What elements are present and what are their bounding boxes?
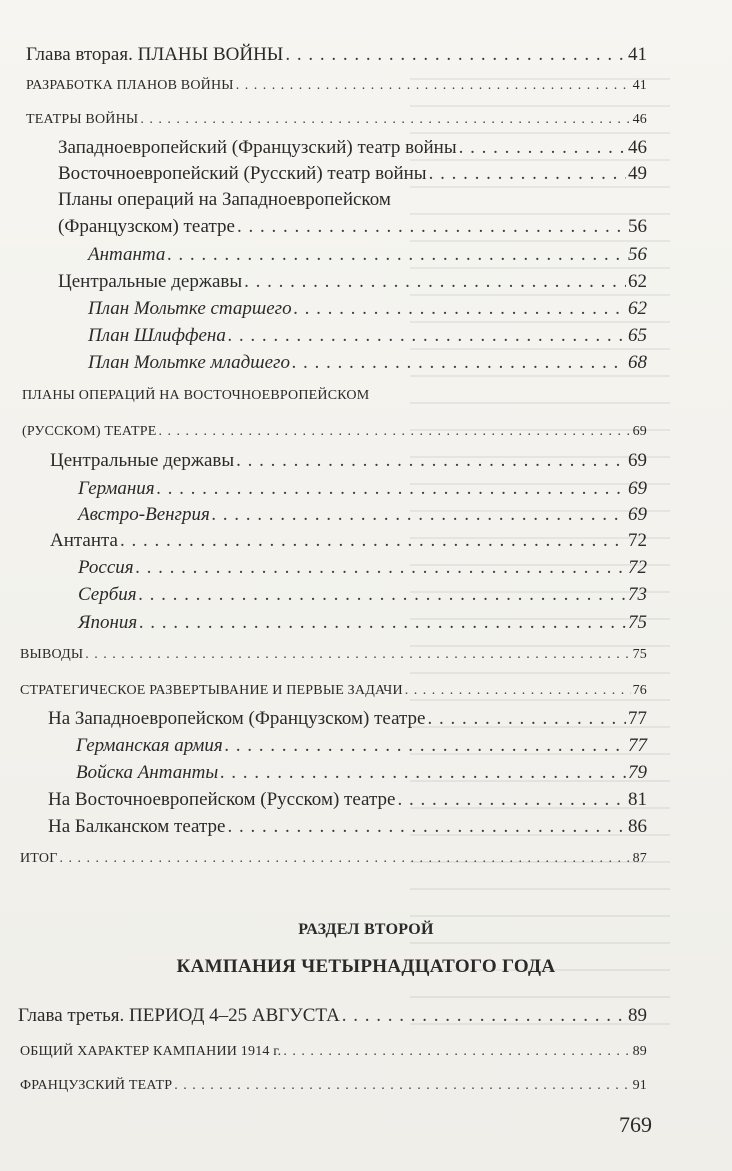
toc-entry-page: 77 [628,708,647,729]
toc-entry-title: Глава третья. ПЕРИОД 4–25 АВГУСТА [18,1005,340,1026]
toc-entry-page: 69 [628,450,647,471]
toc-entry-title: Сербия [78,584,137,605]
dot-leader [428,708,627,730]
toc-entry [0,1078,732,1094]
toc-entry-title: Германская армия [76,735,223,756]
toc-entry [0,298,732,320]
toc-entry [0,557,732,579]
toc-entry [0,216,732,238]
toc-entry-title: ТЕАТРЫ ВОЙНЫ [26,112,139,127]
dot-leader [139,612,626,634]
toc-entry-page: 79 [628,762,647,783]
toc-entry-title: Центральные державы [58,271,243,292]
toc-entry [0,163,732,185]
toc-entry-title: (РУССКОМ) ТЕАТРЕ [22,424,157,439]
dot-leader [342,1005,626,1027]
toc-entry-title: ВЫВОДЫ [20,647,84,662]
toc-entry-page: 81 [628,789,647,810]
dot-leader [459,137,626,159]
toc-entry [0,112,732,128]
toc-entry [0,504,732,526]
toc-entry-title: СТРАТЕГИЧЕСКОЕ РАЗВЕРТЫВАНИЕ И ПЕРВЫЕ ЗАДАЧИ [20,683,403,698]
toc-entry-page: 91 [632,1078,647,1093]
toc-entry-page: 73 [628,584,647,605]
toc-entry [0,424,732,440]
part-heading: РАЗДЕЛ ВТОРОЙ [298,921,434,938]
toc-entry-page: 46 [628,137,647,158]
toc-entry-title: ФРАНЦУЗСКИЙ ТЕАТР [20,1078,173,1093]
toc-entry [0,735,732,757]
toc-entry-title: Россия [78,557,134,578]
dot-leader [136,557,626,579]
toc-entry-title: Глава вторая. ПЛАНЫ ВОЙНЫ [26,44,284,65]
dot-leader [294,298,626,320]
toc-entry-title: РАЗРАБОТКА ПЛАНОВ ВОЙНЫ [26,78,234,93]
toc-entry-page: 87 [632,851,647,866]
toc-entry-page: 46 [632,112,647,127]
toc-entry-title: Япония [78,612,138,633]
toc-entry-title: Антанта [88,244,166,265]
toc-entry-page: 41 [632,78,647,93]
toc-entry [0,244,732,266]
toc-entry-title: План Мольтке старшего [88,298,292,319]
toc-entry-title: Западноевропейский (Французский) театр войны [58,137,457,158]
toc-entry-title: Австро-Венгрия [78,504,210,525]
toc-entry-title: ОБЩИЙ ХАРАКТЕР КАМПАНИИ 1914 г. [20,1044,282,1059]
toc-entry-page: 69 [628,478,647,499]
toc-entry-page: 89 [628,1005,647,1026]
toc-entry-title: На Балканском театре [48,816,226,837]
dot-leader [220,762,626,784]
dot-leader [167,244,626,266]
dot-leader [283,1044,630,1060]
dot-leader [157,478,626,500]
dot-leader [140,112,630,128]
part-title: КАМПАНИЯ ЧЕТЫРНАДЦАТОГО ГОДА [176,956,556,977]
toc-entry-title: Германия [78,478,155,499]
dot-leader [158,424,630,440]
toc-entry [0,762,732,784]
dot-leader [228,325,626,347]
toc-entry [0,647,732,663]
toc-entry-page: 41 [628,44,647,65]
toc-entry-title: Планы операций на Западноевропейском [58,189,391,210]
toc-entry-title: План Мольтке младшего [88,352,290,373]
toc-entry-title: Центральные державы [50,450,235,471]
toc-entry-page: 62 [628,298,647,319]
toc-entry [0,612,732,634]
toc-entry-title: Антанта [50,530,118,551]
dot-leader [227,816,626,838]
toc-entry-title: Войска Антанты [76,762,219,783]
toc-entry [0,851,732,867]
toc-entry-page: 56 [628,244,647,265]
toc-entry [0,44,732,66]
toc-entry [0,189,732,211]
toc-entry [0,530,732,552]
toc-entry [0,816,732,838]
toc-entry-page: 49 [628,163,647,184]
dot-leader [212,504,626,526]
toc-entry [0,352,732,374]
dot-leader [397,789,626,811]
dot-leader [244,271,626,293]
toc-entry-page: 69 [628,504,647,525]
toc-entry [0,708,732,730]
dot-leader [237,216,626,238]
toc-entry-title: На Восточноевропейском (Русском) театре [48,789,396,810]
dot-leader [429,163,626,185]
toc-entry [0,789,732,811]
toc-entry-page: 77 [628,735,647,756]
toc-entry-title: (Французском) театре [58,216,235,237]
toc-entry-title: ПЛАНЫ ОПЕРАЦИЙ НА ВОСТОЧНОЕВРОПЕЙСКОМ [22,388,370,403]
dot-leader [59,851,630,867]
toc-entry-title: ИТОГ [20,851,58,866]
toc-entry [0,78,732,94]
dot-leader [174,1078,630,1094]
dot-leader [139,584,626,606]
toc-entry-page: 72 [628,530,647,551]
toc-entry-page: 75 [628,612,647,633]
toc-entry [0,450,732,472]
dot-leader [225,735,626,757]
toc-entry-page: 65 [628,325,647,346]
dot-leader [85,647,630,663]
toc-entry [0,271,732,293]
dot-leader [285,44,626,66]
toc-entry [0,584,732,606]
toc-entry-page: 89 [632,1044,647,1059]
toc-entry-page: 56 [628,216,647,237]
dot-leader [236,78,631,94]
toc-entry [0,683,732,699]
dot-leader [120,530,626,552]
toc-entry [0,325,732,347]
toc-entry-title: Восточноевропейский (Русский) театр войны [58,163,427,184]
dot-leader [405,683,631,699]
page-number: 769 [619,1112,652,1137]
toc-entry [0,1005,732,1027]
toc-entry-page: 75 [632,647,647,662]
toc-entry-title: План Шлиффена [88,325,226,346]
toc-entry-title: На Западноевропейском (Французском) театре [48,708,426,729]
toc-entry-page: 72 [628,557,647,578]
toc-entry-page: 76 [632,683,647,698]
toc-entry [0,388,732,404]
toc-entry-page: 69 [632,424,647,439]
toc-entry [0,1044,732,1060]
dot-leader [292,352,626,374]
toc-entry [0,137,732,159]
toc-entry-page: 86 [628,816,647,837]
toc-entry-page: 68 [628,352,647,373]
toc-entry [0,478,732,500]
dot-leader [236,450,626,472]
toc-entry-page: 62 [628,271,647,292]
